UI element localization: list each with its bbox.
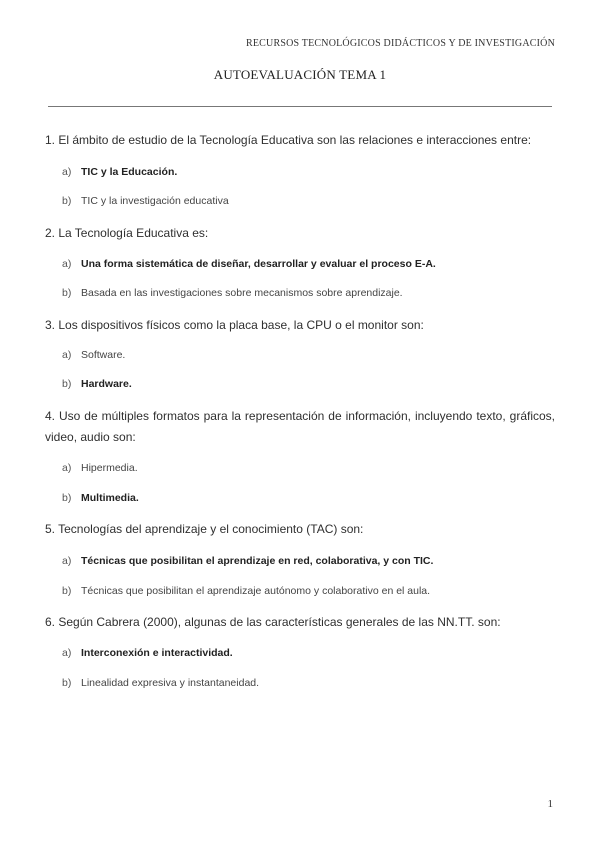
question-2: 2. La Tecnología Educativa es: xyxy=(45,226,209,240)
question-6: 6. Según Cabrera (2000), algunas de las características generales de las NN.TT. son: xyxy=(45,615,501,629)
option-letter: b) xyxy=(62,378,72,390)
question-4-option-a xyxy=(62,462,138,474)
question-2-option-a xyxy=(62,258,436,270)
option-text: Hipermedia. xyxy=(81,462,138,474)
question-2-option-b xyxy=(62,287,403,299)
option-letter: a) xyxy=(62,462,72,474)
option-letter: b) xyxy=(62,195,72,207)
option-text: TIC y la investigación educativa xyxy=(81,195,229,207)
option-text: Linealidad expresiva y instantaneidad. xyxy=(81,677,260,689)
option-text: Técnicas que posibilitan el aprendizaje en red, colaborativa, y con TIC. xyxy=(81,555,434,567)
question-4-option-b xyxy=(62,492,139,504)
option-letter: a) xyxy=(62,258,72,270)
question-5: 5. Tecnologías del aprendizaje y el conocimiento (TAC) son: xyxy=(45,522,364,536)
option-letter: b) xyxy=(62,287,72,299)
title-divider xyxy=(48,106,552,107)
option-text: Multimedia. xyxy=(81,492,139,504)
option-letter: b) xyxy=(62,585,72,597)
option-text: Software. xyxy=(81,349,126,361)
page-number: 1 xyxy=(547,798,553,810)
option-letter: a) xyxy=(62,555,72,567)
option-text: Interconexión e interactividad. xyxy=(81,647,233,659)
option-letter: a) xyxy=(62,166,72,178)
option-text: TIC y la Educación. xyxy=(81,166,178,178)
question-6-option-a xyxy=(62,647,233,659)
option-text: Hardware. xyxy=(81,378,132,390)
question-4: 4. Uso de múltiples formatos para la representación de información, incluyendo texto, gráficos, video, audio son: xyxy=(45,409,555,444)
question-6-option-b xyxy=(62,677,259,689)
option-letter: b) xyxy=(62,492,72,504)
option-text: Una forma sistemática de diseñar, desarrollar y evaluar el proceso E-A. xyxy=(81,258,436,270)
running-header: RECURSOS TECNOLÓGICOS DIDÁCTICOS Y DE INVESTIGACIÓN xyxy=(245,38,555,49)
option-text: Basada en las investigaciones sobre mecanismos sobre aprendizaje. xyxy=(81,287,403,299)
question-5-option-b xyxy=(62,585,430,597)
question-5-option-a xyxy=(62,555,433,567)
option-letter: b) xyxy=(62,677,72,689)
question-1-option-a xyxy=(62,166,177,178)
question-1: 1. El ámbito de estudio de la Tecnología Educativa son las relaciones e interacciones entre: xyxy=(45,133,532,147)
question-3-option-b xyxy=(62,378,132,390)
option-letter: a) xyxy=(62,349,72,361)
question-3-option-a xyxy=(62,349,125,361)
question-3: 3. Los dispositivos físicos como la placa base, la CPU o el monitor son: xyxy=(45,318,424,332)
question-1-option-b xyxy=(62,195,229,207)
option-text: Técnicas que posibilitan el aprendizaje autónomo y colaborativo en el aula. xyxy=(81,585,431,597)
page-title: AUTOEVALUACIÓN TEMA 1 xyxy=(213,67,387,82)
option-letter: a) xyxy=(62,647,72,659)
